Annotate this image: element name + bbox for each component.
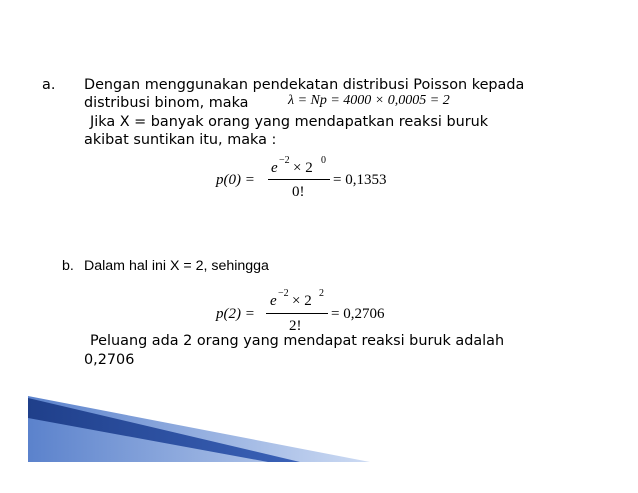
formula-p0-num-exp: −2	[279, 155, 290, 166]
formula-p2-num-exp2: 2	[319, 288, 324, 299]
formula-p2-denominator: 2!	[289, 318, 302, 334]
item-a-marker: a.	[42, 77, 56, 93]
decoration-light-wedge	[28, 396, 370, 462]
formula-p0-num-base: e	[271, 160, 278, 176]
formula-p2-num-times: × 2	[292, 293, 312, 309]
item-b-text: Dalam hal ini X = 2, sehingga	[84, 258, 269, 274]
formula-p2-num-exp: −2	[278, 288, 289, 299]
conclusion-line-2: 0,2706	[84, 352, 135, 368]
formula-p2-result: = 0,2706	[331, 306, 385, 322]
formula-p0-denominator: 0!	[292, 184, 305, 200]
item-b-marker: b.	[62, 258, 74, 274]
formula-p2-lhs: p(2) =	[216, 306, 255, 322]
lambda-formula: λ = Np = 4000 × 0,0005 = 2	[288, 93, 450, 108]
formula-p0-num-times: × 2	[293, 160, 313, 176]
formula-p0-num-exp2: 0	[321, 155, 326, 166]
formula-p0-result: = 0,1353	[333, 172, 387, 188]
formula-p2-num-base: e	[270, 293, 277, 309]
item-a-line-3: Jika X = banyak orang yang mendapatkan reaksi buruk	[90, 114, 489, 130]
item-a-line-4: akibat suntikan itu, maka :	[84, 132, 277, 148]
conclusion-line-1: Peluang ada 2 orang yang mendapat reaksi buruk adalah	[90, 333, 505, 349]
item-a-line-2: distribusi binom, maka	[84, 95, 249, 111]
item-a-line-1: Dengan menggunakan pendekatan distribusi Poisson kepada	[84, 77, 525, 93]
formula-p0-lhs: p(0) =	[216, 172, 255, 188]
